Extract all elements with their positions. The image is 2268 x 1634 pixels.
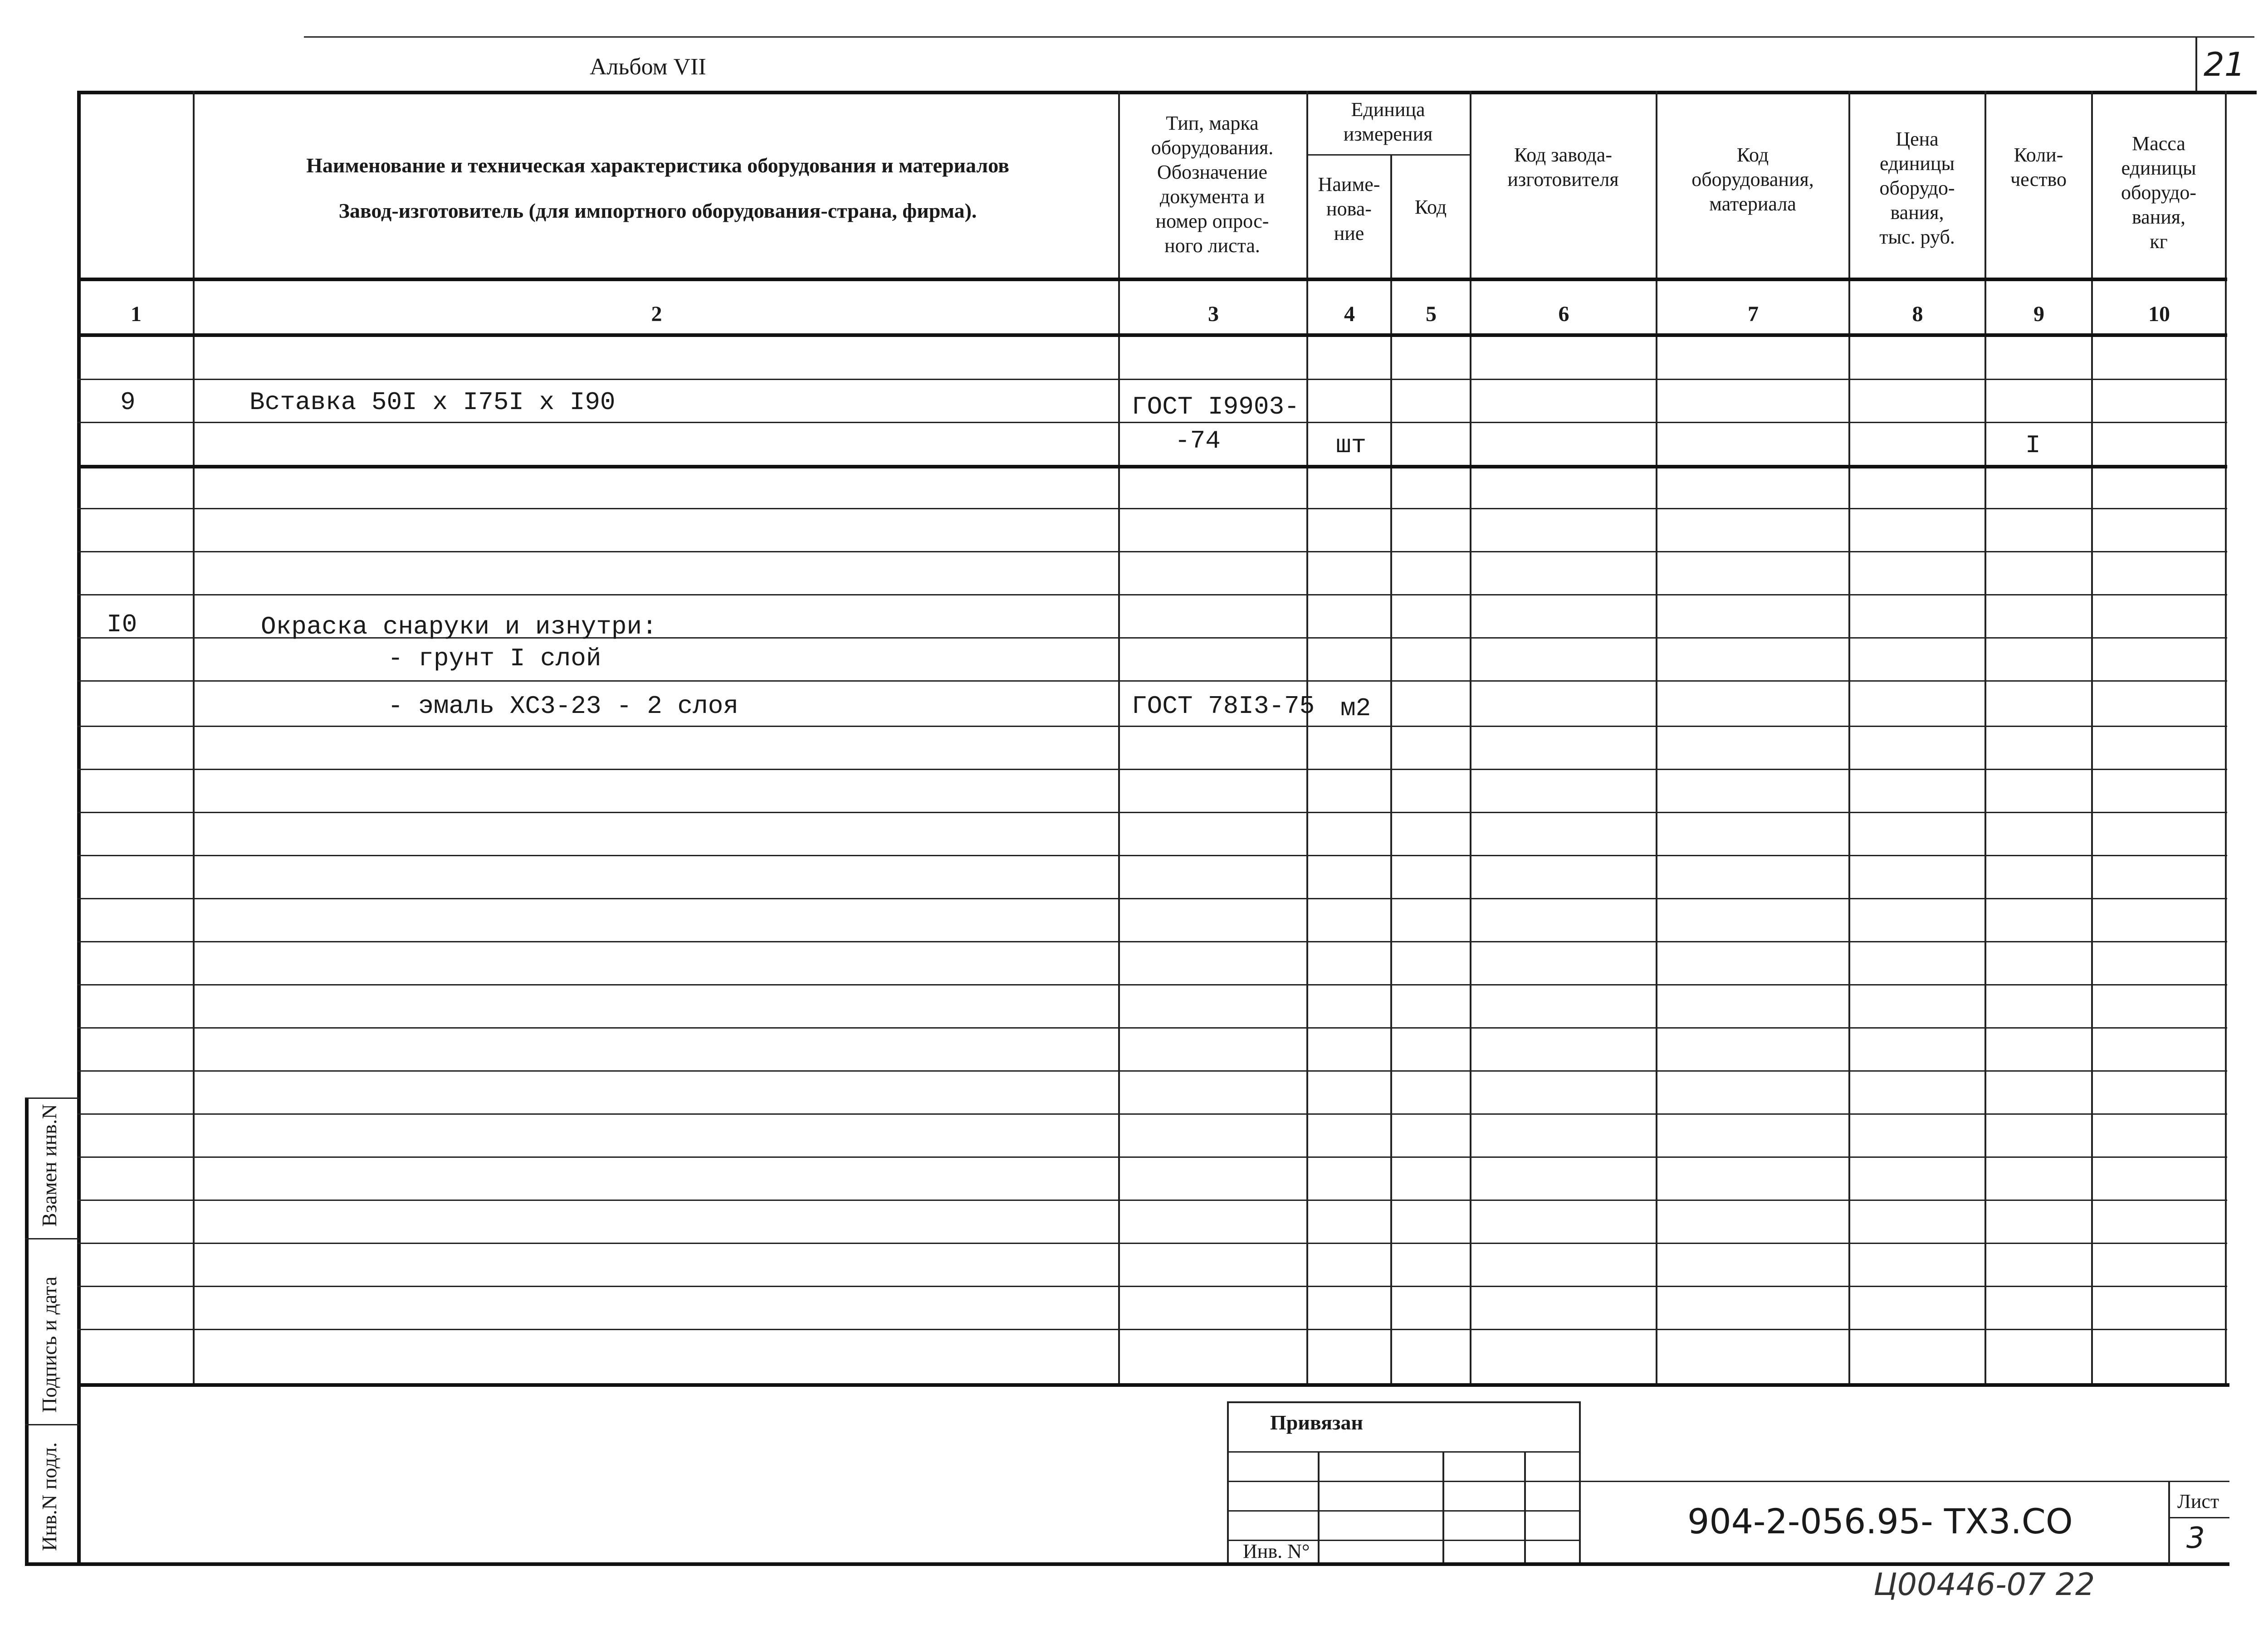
row-line [77, 1156, 2227, 1158]
header-bottom-line [77, 278, 2227, 281]
row-line [77, 680, 2227, 682]
row-line [77, 1243, 2227, 1244]
row-line [77, 1200, 2227, 1201]
col-divider-5 [1470, 91, 1471, 1385]
col7-title-line: материала [1709, 193, 1796, 215]
list-box-left [2168, 1481, 2170, 1565]
row-line [77, 1329, 2227, 1330]
column-number: 9 [2033, 302, 2044, 326]
col10-title-line: оборудо- [2121, 181, 2197, 204]
col4-title-line: Наиме- [1318, 173, 1380, 195]
side-stamp-podpis-data: Подпись и дата [38, 1276, 61, 1413]
col8-title-line: единицы [1879, 152, 1955, 175]
col3-title-line: ного листа. [1164, 234, 1260, 257]
page-number-handwritten: 21 [2204, 45, 2245, 83]
number-row-bottom-line [77, 333, 2227, 337]
col9-title-line: чество [2010, 168, 2067, 190]
column-number: 5 [1426, 302, 1437, 326]
unit-group-title-line: Единица [1351, 98, 1425, 121]
col-divider-8 [1984, 91, 1986, 1385]
col4-title-line: ние [1334, 222, 1364, 244]
row-line [77, 508, 2227, 509]
doc-code-box-top [1581, 1481, 2229, 1482]
col3-title-line: номер опрос- [1155, 210, 1269, 232]
col3-title [1120, 111, 1304, 258]
row-unit: шт [1336, 431, 1367, 460]
column-number: 10 [2148, 302, 2170, 326]
row-position: 9 [120, 388, 136, 417]
col6-title-line: Код завода- [1514, 144, 1612, 166]
side-stamp-inv-podl: Инв.N подл. [38, 1442, 61, 1551]
col8-title-line: Цена [1896, 128, 1939, 150]
side-stamp-left-border [25, 1097, 29, 1565]
row-line [77, 1286, 2227, 1287]
col-divider-7 [1848, 91, 1850, 1385]
col2-title-line1: Наименование и техническая характеристика оборудования и материалов [306, 154, 1009, 177]
row-line [77, 465, 2227, 468]
row-line [77, 941, 2227, 942]
column-number: 4 [1344, 302, 1355, 326]
privyazan-line [1227, 1481, 1581, 1482]
column-number: 1 [131, 302, 142, 326]
column-number: 6 [1558, 302, 1569, 326]
row-document: ГОСТ I9903- [1132, 392, 1300, 421]
row-line [77, 551, 2227, 552]
side-stamp-bottom [25, 1562, 2229, 1566]
page-number-box-line [2195, 36, 2197, 91]
row-item-name: Окраска снаруки и изнутри: [261, 612, 657, 641]
row-line [77, 812, 2227, 813]
col4-title [1309, 172, 1389, 246]
col2-title-line2: Завод-изготовитель (для импортного оборудования-страна, фирма). [338, 199, 977, 222]
row-line [77, 898, 2227, 899]
col7-title [1658, 143, 1848, 216]
privyazan-line [1227, 1451, 1581, 1453]
document-code: 904-2-056.95- ТХ3.СО [1687, 1501, 2073, 1541]
side-stamp-line [25, 1238, 79, 1239]
side-stamp-line [25, 1097, 79, 1099]
col7-title-line: Код [1736, 144, 1769, 166]
list-box-divider [2168, 1517, 2229, 1518]
column-number: 2 [651, 302, 662, 326]
privyazan-label: Привязан [1270, 1411, 1363, 1434]
row-quantity: I [2025, 431, 2041, 460]
row-unit: м2 [1340, 694, 1371, 723]
row-line [77, 1113, 2227, 1115]
side-stamp-line [25, 1424, 79, 1425]
top-border-line [304, 36, 2254, 38]
col8-title-line: вания, [1890, 201, 1944, 224]
col10-title-line: единицы [2121, 157, 2196, 179]
row-line [77, 422, 2227, 423]
table-right-border [2225, 91, 2227, 1385]
unit-group-title-line: измерения [1343, 123, 1433, 145]
col10-title-line: Масса [2132, 132, 2185, 155]
row-position: I0 [107, 610, 137, 639]
col-divider-2 [1118, 91, 1120, 1385]
privyazan-col-line [1442, 1451, 1444, 1562]
col8-title-line: оборудо- [1879, 177, 1955, 199]
col3-title-line: оборудования. [1151, 137, 1274, 159]
col10-title-line: вания, [2131, 206, 2186, 228]
col9-title-line: Коли- [2014, 144, 2063, 166]
col10-title [2093, 132, 2224, 254]
col-divider-9 [2091, 91, 2093, 1385]
row-document: -74 [1175, 426, 1221, 455]
col8-title-line: тыс. руб. [1879, 226, 1955, 248]
column-number: 8 [1912, 302, 1923, 326]
column-number: 3 [1208, 302, 1219, 326]
unit-group-divider [1306, 154, 1470, 156]
col3-title-line: Обозначение [1157, 161, 1268, 183]
unit-group-title [1309, 98, 1467, 146]
table-top-border [77, 91, 2257, 94]
col3-title-line: Тип, марка [1166, 112, 1259, 134]
row-item-detail: - эмаль ХС3-23 - 2 слоя [388, 692, 738, 721]
row-line [77, 594, 2227, 595]
col-divider-1 [193, 91, 195, 1385]
col2-title [200, 143, 1116, 234]
col7-title-line: оборудования, [1691, 168, 1814, 190]
row-line [77, 855, 2227, 856]
col6-title [1472, 143, 1654, 192]
privyazan-col-line [1524, 1451, 1526, 1562]
col4-title-line: нова- [1326, 198, 1372, 220]
row-item-detail: - грунт I слой [388, 644, 601, 673]
col9-title [1987, 143, 2090, 192]
row-line [77, 984, 2227, 985]
row-document: ГОСТ 78I3-75 [1132, 692, 1315, 721]
handwritten-archive-code: Ц00446-07 22 [1873, 1567, 2095, 1603]
row-item-name: Вставка 50I x I75I x I90 [249, 388, 616, 417]
row-line [77, 769, 2227, 770]
row-line [77, 726, 2227, 727]
row-line [77, 379, 2227, 380]
list-label: Лист [2177, 1490, 2219, 1512]
list-number: 3 [2186, 1522, 2205, 1555]
privyazan-col-line [1318, 1451, 1320, 1562]
col5-title: Код [1414, 196, 1447, 218]
col-divider-6 [1656, 91, 1657, 1385]
column-number: 7 [1748, 302, 1759, 326]
table-bottom-line [77, 1383, 2229, 1387]
row-line [77, 1070, 2227, 1072]
row-line [77, 1027, 2227, 1029]
privyazan-line [1227, 1510, 1581, 1512]
side-stamp-vzam-inv: Взамен инв.N [38, 1104, 61, 1227]
inv-no-label: Инв. N° [1243, 1540, 1310, 1562]
col3-title-line: документа и [1159, 185, 1265, 208]
album-label: Альбом VII [590, 54, 706, 80]
col8-title [1851, 127, 1984, 249]
col10-title-line: кг [2150, 230, 2168, 253]
col-divider-3 [1306, 91, 1308, 1385]
col6-title-line: изготовителя [1507, 168, 1619, 190]
